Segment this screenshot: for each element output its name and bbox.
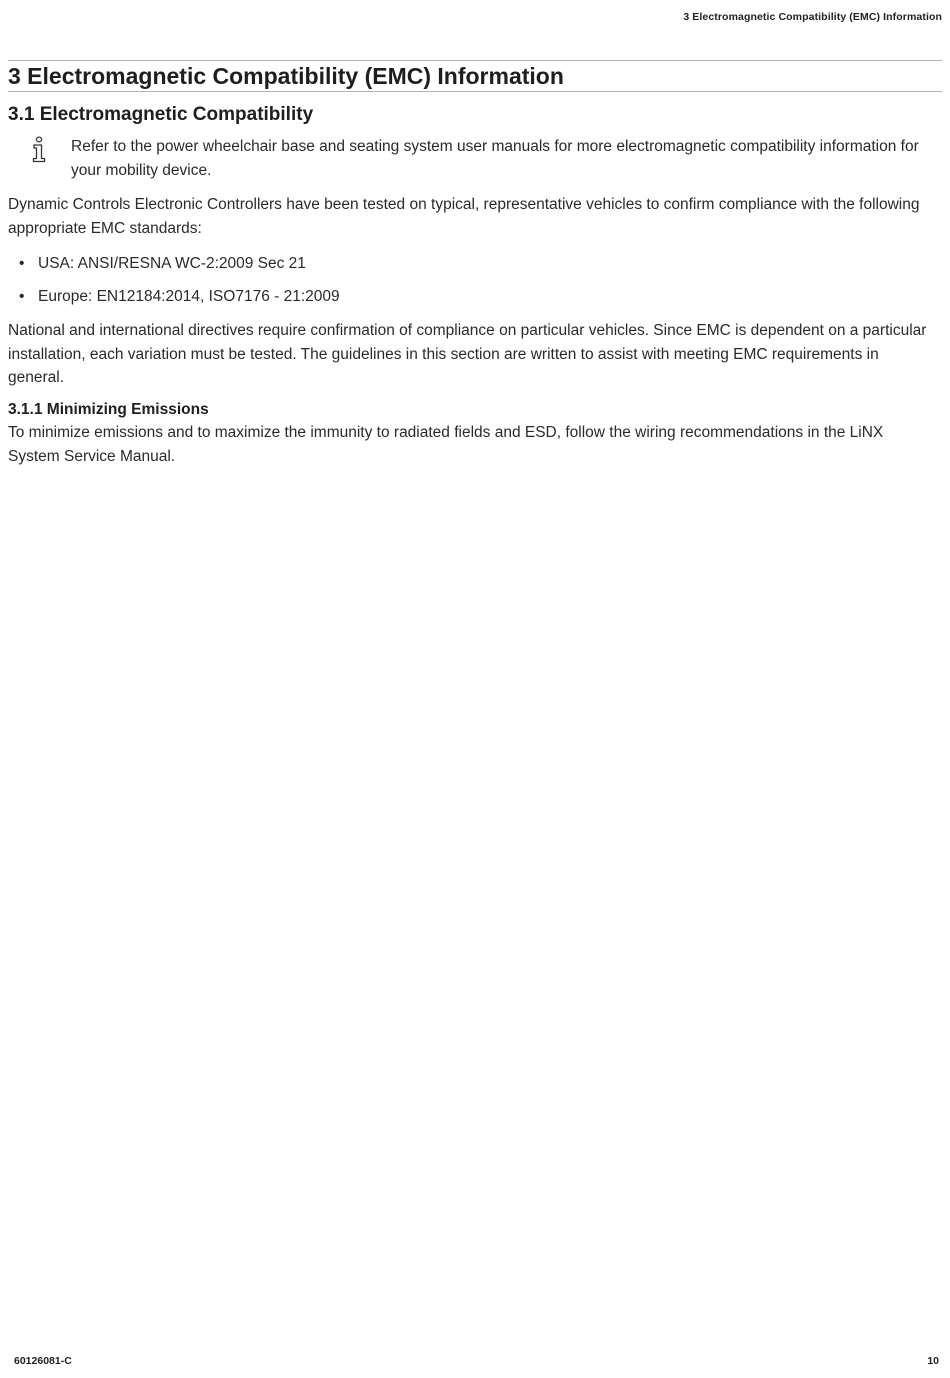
subsection-body: To minimize emissions and to maximize the immunity to radiated fields and ESD, follow the wiring recommendations in the LiNX System Service Manual. xyxy=(8,424,884,465)
intro-paragraph: Dynamic Controls Electronic Controllers have been tested on typical, representative vehicles to confirm compliance with the following appropriate EMC standards: xyxy=(8,196,920,237)
chapter-bottom-rule xyxy=(8,91,942,92)
directives-paragraph: National and international directives require confirmation of compliance on particular vehicles. Since EMC is dependent on a particular installation, each variation must be tested. The guidelines in this section are written to assist with meeting EMC requirements in general. xyxy=(8,322,927,386)
list-item xyxy=(8,285,340,318)
bullet-glyph: • xyxy=(19,255,25,272)
list-item xyxy=(8,252,340,285)
subsection-title: 3.1.1 Minimizing Emissions xyxy=(8,401,209,418)
note-text: Refer to the power wheelchair base and seating system user manuals for more electromagnetic compatibility information for your mobility device. xyxy=(71,138,919,179)
chapter-top-rule xyxy=(8,60,942,61)
document-number: 60126081-C xyxy=(14,1355,72,1367)
section-title: 3.1 Electromagnetic Compatibility xyxy=(8,104,314,125)
page-number: 10 xyxy=(927,1355,939,1367)
chapter-title: 3 Electromagnetic Compatibility (EMC) Information xyxy=(8,63,564,89)
standard-europe: Europe: EN12184:2014, ISO7176 - 21:2009 xyxy=(38,288,340,305)
info-icon xyxy=(29,136,49,164)
standards-list xyxy=(8,252,340,318)
standard-usa: USA: ANSI/RESNA WC-2:2009 Sec 21 xyxy=(38,255,306,272)
running-header: 3 Electromagnetic Compatibility (EMC) Information xyxy=(683,11,942,23)
bullet-glyph: • xyxy=(19,288,25,305)
